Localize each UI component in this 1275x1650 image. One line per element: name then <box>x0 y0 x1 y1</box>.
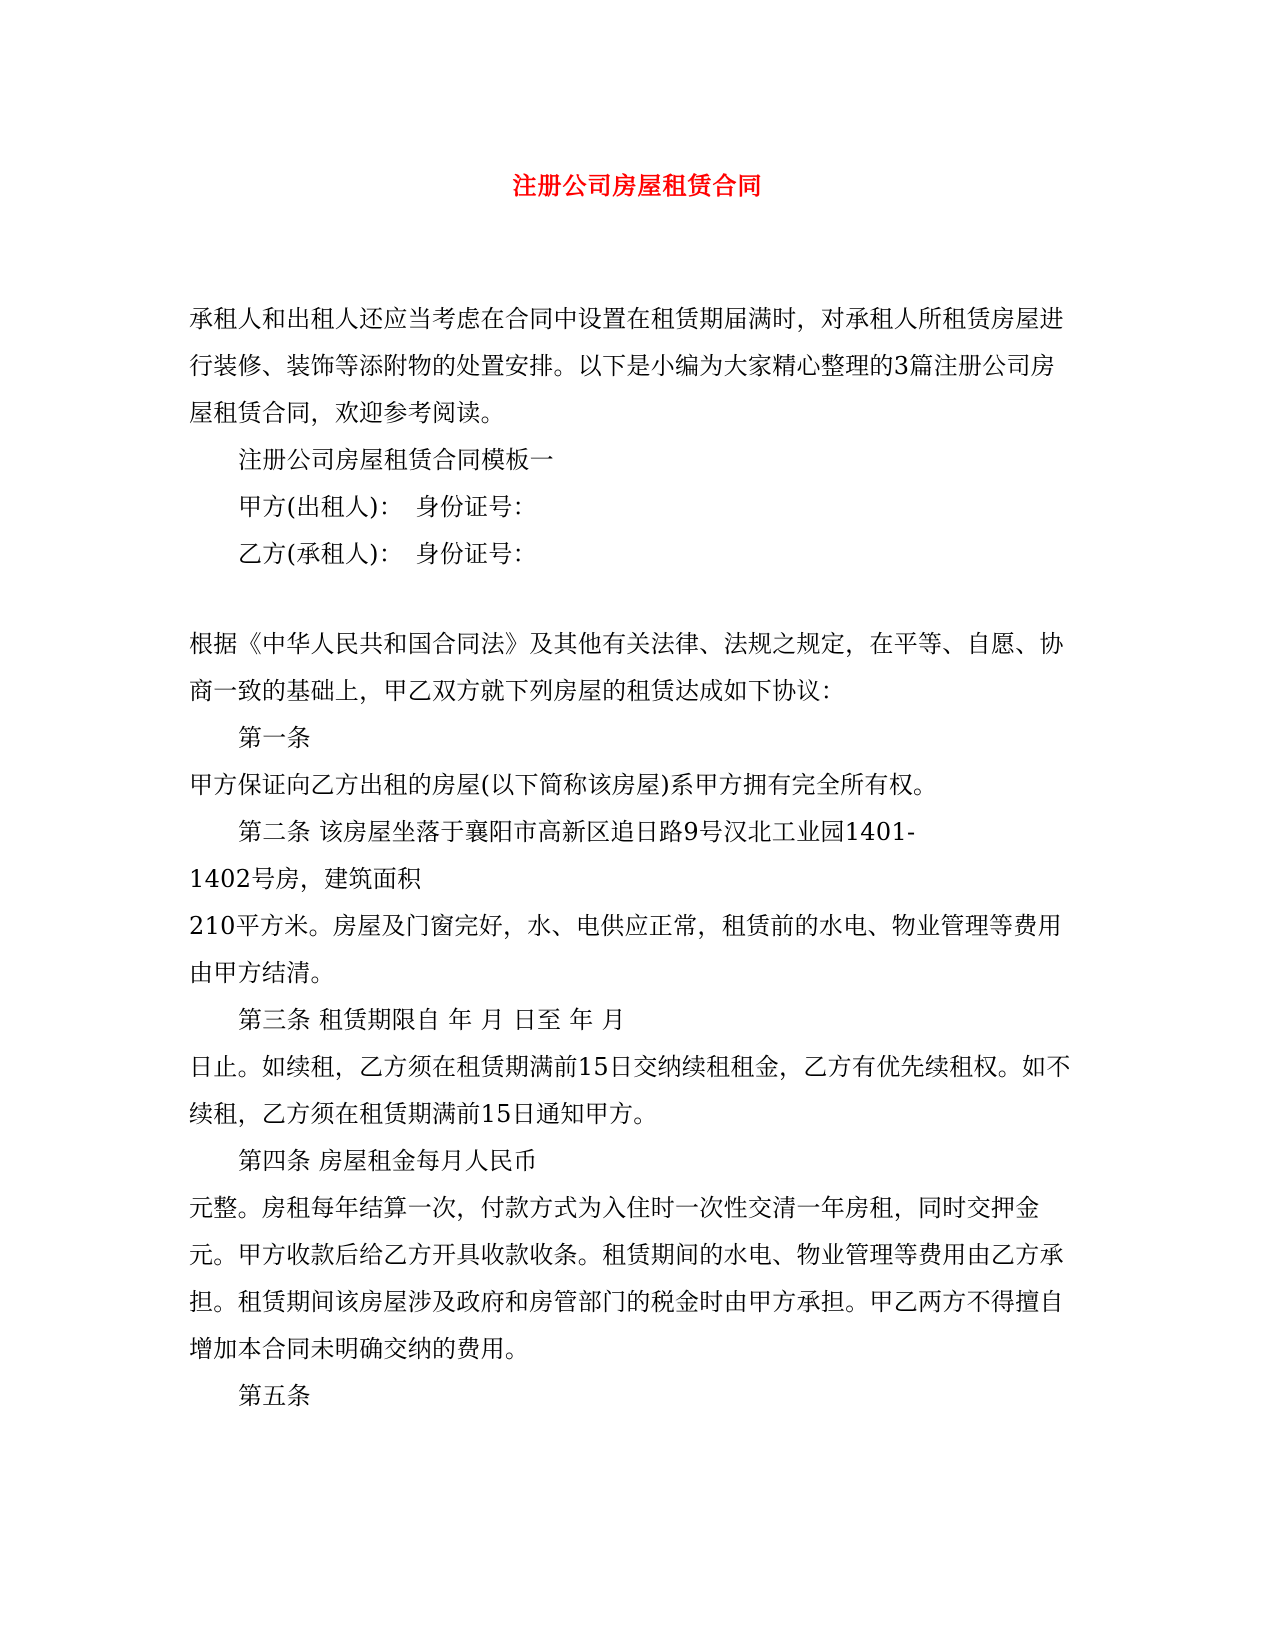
section-heading: 注册公司房屋租赁合同模板一 <box>238 446 554 474</box>
paragraph-line: 元整。房租每年结算一次，付款方式为入住时一次性交清一年房租，同时交押金 <box>189 1194 1040 1222</box>
article-line: 第四条 房屋租金每月人民币 <box>238 1147 538 1175</box>
document-title: 注册公司房屋租赁合同 <box>512 171 763 200</box>
paragraph-line: 担。租赁期间该房屋涉及政府和房管部门的税金时由甲方承担。甲乙两方不得擅自 <box>189 1288 1064 1316</box>
paragraph-line: 元。甲方收款后给乙方开具收款收条。租赁期间的水电、物业管理等费用由乙方承 <box>189 1241 1064 1269</box>
paragraph-line: 1402号房，建筑面积 <box>189 865 422 893</box>
paragraph-line: 商一致的基础上，甲乙双方就下列房屋的租赁达成如下协议： <box>189 677 846 705</box>
paragraph-line: 行装修、装饰等添附物的处置安排。以下是小编为大家精心整理的3篇注册公司房 <box>189 352 1056 380</box>
article-line: 第二条 该房屋坐落于襄阳市高新区追日路9号汉北工业园1401- <box>238 818 916 846</box>
paragraph-line: 根据《中华人民共和国合同法》及其他有关法律、法规之规定，在平等、自愿、协 <box>189 630 1064 658</box>
paragraph-line: 甲方保证向乙方出租的房屋(以下简称该房屋)系甲方拥有完全所有权。 <box>189 771 938 799</box>
article-line: 第三条 租赁期限自 年 月 日至 年 月 <box>238 1006 626 1034</box>
party-a-line: 甲方(出租人)： 身份证号： <box>238 493 537 521</box>
paragraph-line: 210平方米。房屋及门窗完好，水、电供应正常，租赁前的水电、物业管理等费用 <box>189 912 1062 940</box>
article-heading: 第一条 <box>238 724 311 752</box>
paragraph-line: 增加本合同未明确交纳的费用。 <box>189 1335 530 1363</box>
party-b-line: 乙方(承租人)： 身份证号： <box>238 540 537 568</box>
paragraph-line: 日止。如续租，乙方须在租赁期满前15日交纳续租租金，乙方有优先续租权。如不 <box>189 1053 1071 1081</box>
paragraph-line: 屋租赁合同，欢迎参考阅读。 <box>189 399 505 427</box>
article-heading: 第五条 <box>238 1382 311 1410</box>
paragraph-line: 承租人和出租人还应当考虑在合同中设置在租赁期届满时，对承租人所租赁房屋进 <box>189 305 1064 333</box>
paragraph-line: 续租，乙方须在租赁期满前15日通知甲方。 <box>189 1100 658 1128</box>
paragraph-line: 由甲方结清。 <box>189 959 335 987</box>
